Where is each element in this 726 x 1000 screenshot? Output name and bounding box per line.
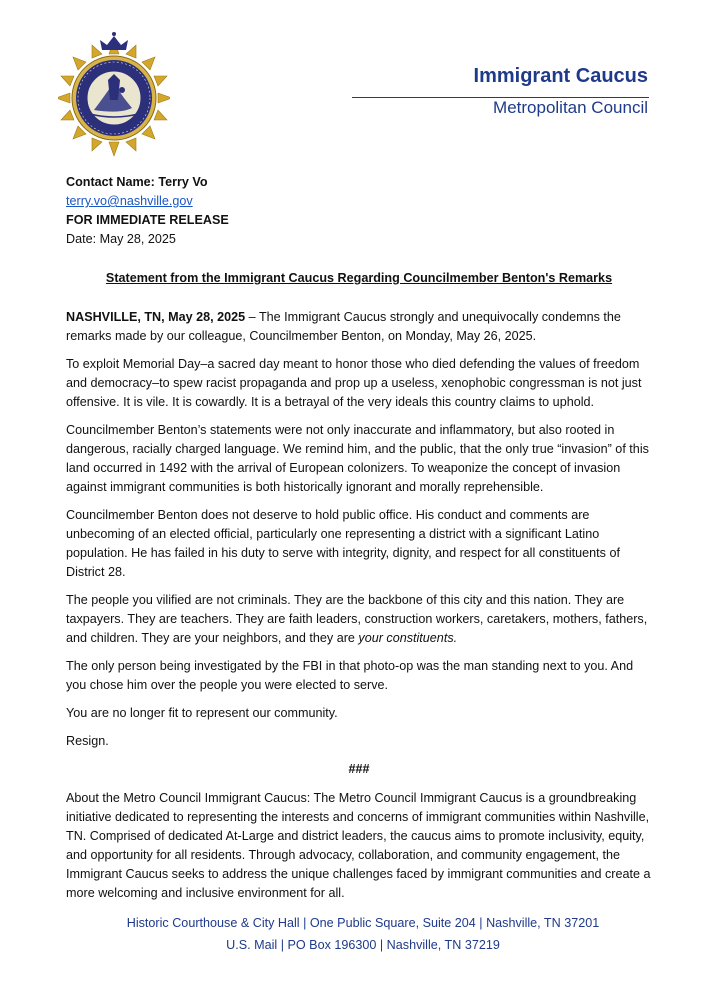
release-date: Date: May 28, 2025: [66, 232, 176, 246]
paragraph: To exploit Memorial Day–a sacred day meant to honor those who died defending the values of freedom and democracy–to spew racist propaganda and prop up a useless, xenophobic congressman is not just offensive. It is vile. It is cowardly. It is a betrayal of the very ideals this country claims to uphold.: [66, 357, 642, 409]
metro-nashville-seal-icon: [58, 30, 170, 162]
paragraph: [66, 591, 652, 648]
org-header: [474, 63, 648, 119]
emphasis-text: your constituents.: [358, 631, 458, 645]
paragraph-text: – The Immigrant Caucus strongly and unequivocally condemns the remarks made by our colleague, Councilmember Benton, on Monday, May 26, 2025.: [66, 310, 621, 343]
paragraph: Resign.: [66, 734, 109, 748]
about-paragraph: About the Metro Council Immigrant Caucus: The Metro Council Immigrant Caucus is a groundbreaking initiative dedicated to representing the interests and concerns of immigrant communities within Nashville, TN. Comprised of dedicated At-Large and district leaders, the caucus aims to promote inclusivity, equity, and opportunity for all residents. Through advocacy, collaboration, and community engagement, the Immigrant Caucus seeks to address the unique challenges faced by immigrant communities and create a more welcoming and inclusive environment for all.: [66, 791, 651, 900]
paragraph: The only person being investigated by the FBI in that photo-op was the man standing next to you. And you chose him over the people you were elected to serve.: [66, 659, 634, 692]
paragraph: Councilmember Benton does not deserve to hold public office. His conduct and comments are unbecoming of an elected official, particularly one representing a district with a significant Latino population. He has failed in his duty to serve with integrity, dignity, and respect for all constituents of District 28.: [66, 508, 620, 579]
org-title: Immigrant Caucus: [473, 65, 648, 87]
dateline: NASHVILLE, TN, May 28, 2025: [66, 310, 246, 324]
contact-email-link[interactable]: terry.vo@nashville.gov: [66, 194, 193, 208]
document-body: [66, 173, 652, 912]
end-marker: ###: [348, 762, 370, 776]
contact-name: Contact Name: Terry Vo: [66, 175, 208, 189]
contact-block: [66, 173, 652, 249]
footer-address: Historic Courthouse & City Hall | One Public Square, Suite 204 | Nashville, TN 37201: [126, 916, 600, 930]
paragraph: You are no longer fit to represent our community.: [66, 706, 338, 720]
footer-mail: U.S. Mail | PO Box 196300 | Nashville, TN 37219: [226, 938, 500, 952]
statement-title: Statement from the Immigrant Caucus Regarding Councilmember Benton's Remarks: [105, 271, 613, 285]
header-divider: [352, 97, 649, 98]
paragraph: [66, 308, 652, 346]
paragraph: Councilmember Benton’s statements were not only inaccurate and inflammatory, but also rooted in dangerous, racially charged language. We remind him, and the public, that the only true “invasion” of this land occurred in 1492 with the arrival of European colonizers. To weaponize the concept of invasion against immigrant communities is both historically ignorant and morally reprehensible.: [66, 423, 649, 494]
paragraph-text: The people you vilified are not criminals. They are the backbone of this city and this nation. They are taxpayers. They are teachers. They are faith leaders, construction workers, caretakers, mothers, fathers, and children. They are your neighbors, and they are: [66, 593, 648, 645]
org-subtitle: Metropolitan Council: [493, 98, 648, 117]
release-label: FOR IMMEDIATE RELEASE: [66, 213, 229, 227]
